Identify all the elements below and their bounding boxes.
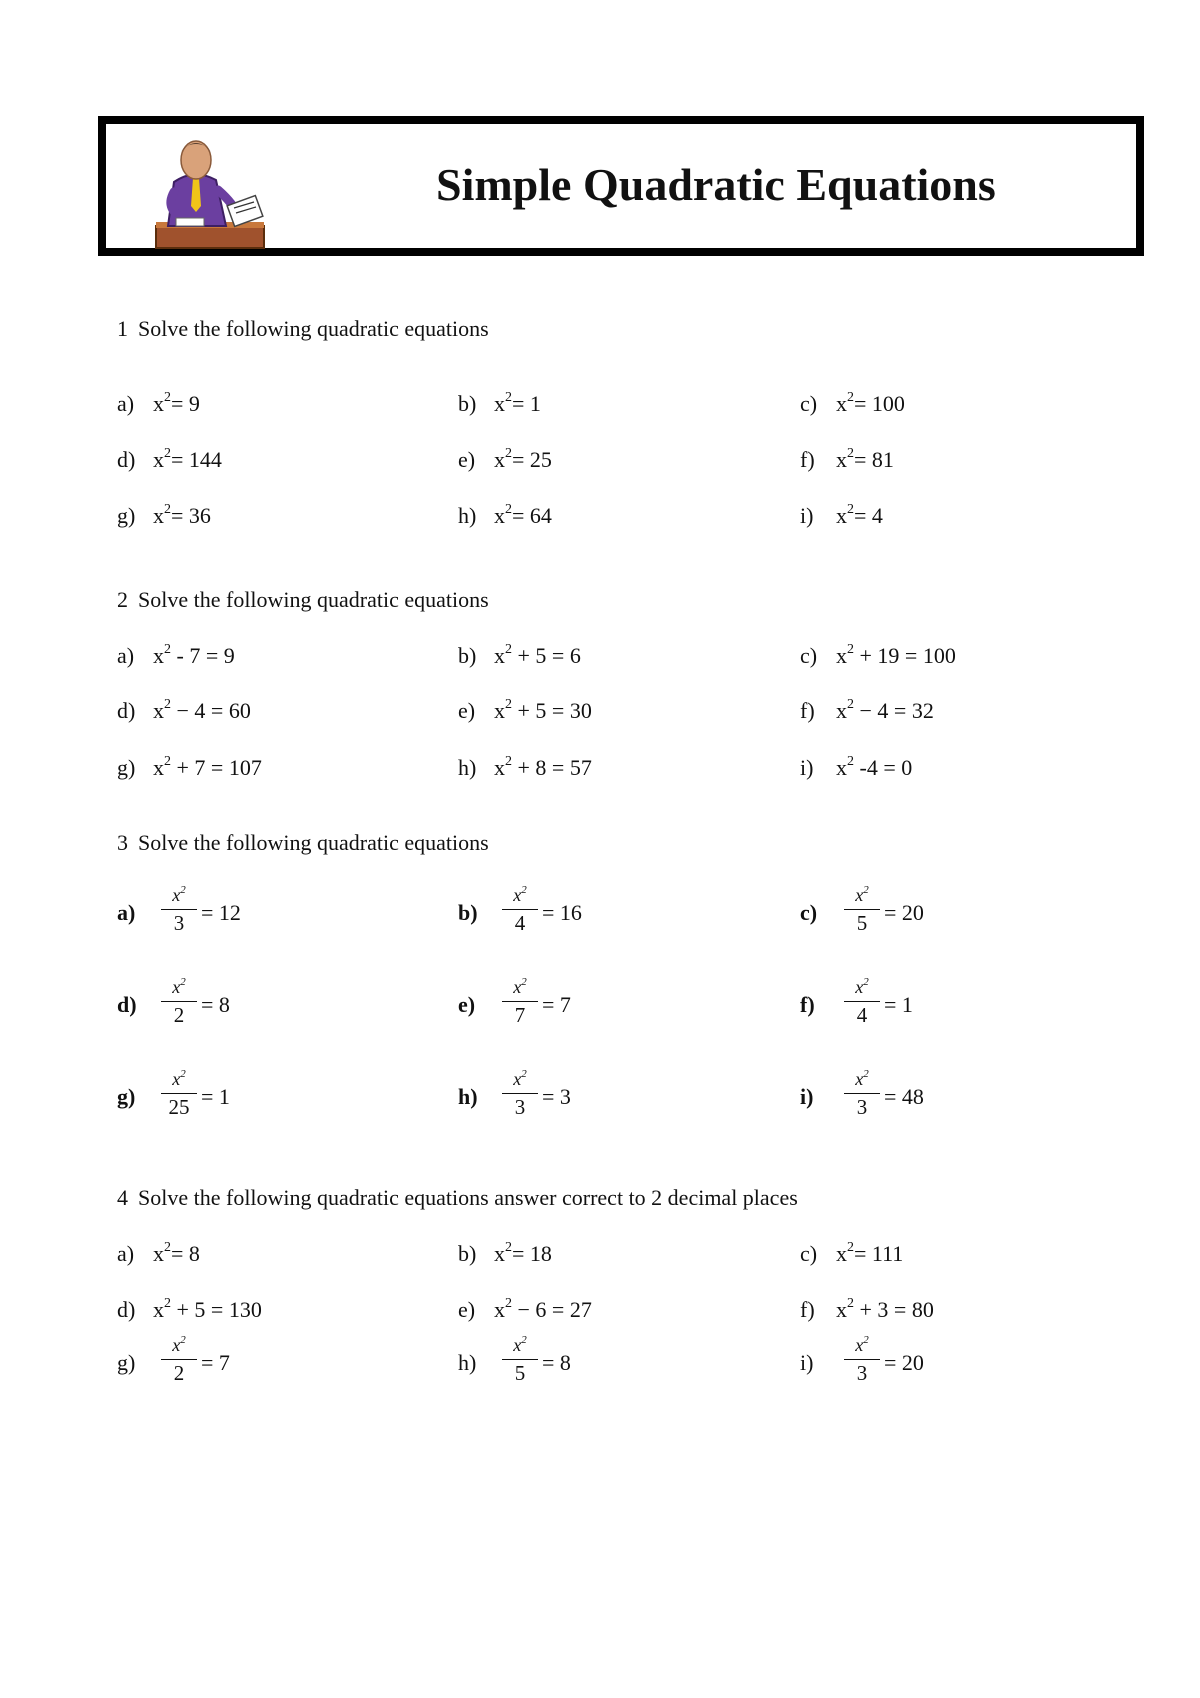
fraction-numerator xyxy=(844,970,880,999)
exponent: 2 xyxy=(521,1334,527,1346)
equation xyxy=(836,754,912,781)
exponent: 2 xyxy=(847,446,854,461)
fraction-denominator: 3 xyxy=(856,1095,868,1119)
fraction-denominator: 4 xyxy=(514,911,526,935)
fraction-denominator: 7 xyxy=(514,1003,526,1027)
exponent: 2 xyxy=(863,1334,869,1346)
fraction-denominator: 5 xyxy=(856,911,868,935)
fraction-equation-item xyxy=(117,878,317,948)
equation-item xyxy=(117,1240,200,1280)
equation xyxy=(494,642,581,669)
equation-rhs: − 6 = 27 xyxy=(512,1297,592,1322)
variable: x xyxy=(172,1335,181,1355)
variable: x xyxy=(836,643,847,668)
exponent: 2 xyxy=(847,754,854,769)
item-label: i) xyxy=(800,1084,814,1109)
item-label: d) xyxy=(117,698,136,723)
equation-rhs: + 5 = 130 xyxy=(171,1297,262,1322)
question-4-heading: 4 Solve the following quadratic equations answer correct to 2 decimal places xyxy=(117,1185,798,1210)
fraction-equation-item xyxy=(458,970,658,1040)
equation-rhs: = 20 xyxy=(884,900,924,925)
equation-item xyxy=(800,697,934,737)
item-label: b) xyxy=(458,900,478,925)
variable: x xyxy=(153,503,164,528)
fraction-equation-item xyxy=(800,970,1000,1040)
fraction-equation-item xyxy=(117,970,317,1040)
variable: x xyxy=(513,1069,522,1089)
equation xyxy=(153,1240,200,1267)
equation-item xyxy=(458,502,552,542)
item-label: g) xyxy=(117,503,136,528)
fraction-numerator xyxy=(502,878,538,907)
equation-rhs: = 18 xyxy=(512,1241,552,1266)
equation-rhs: - 7 = 9 xyxy=(171,643,235,668)
exponent: 2 xyxy=(164,390,171,405)
item-label: f) xyxy=(800,698,815,723)
exponent: 2 xyxy=(863,976,869,988)
item-label: a) xyxy=(117,1241,135,1266)
equation-rhs: = 48 xyxy=(884,1084,924,1109)
equation-rhs: = 144 xyxy=(171,447,222,472)
exponent: 2 xyxy=(505,754,512,769)
item-label: f) xyxy=(800,992,815,1017)
fraction-bar xyxy=(844,909,880,910)
exponent: 2 xyxy=(164,642,171,657)
equation-rhs: + 5 = 30 xyxy=(512,698,592,723)
exponent: 2 xyxy=(505,642,512,657)
question-3-heading: 3 Solve the following quadratic equations xyxy=(117,830,489,855)
fraction xyxy=(502,1062,538,1118)
fraction-bar xyxy=(161,1093,197,1094)
variable: x xyxy=(494,1241,505,1266)
variable: x xyxy=(172,1069,181,1089)
equation-rhs: = 7 xyxy=(201,1350,230,1375)
variable: x xyxy=(153,391,164,416)
equation-item xyxy=(800,642,956,682)
exponent: 2 xyxy=(180,1334,186,1346)
variable: x xyxy=(494,643,505,668)
equation-rhs: = 1 xyxy=(201,1084,230,1109)
equation xyxy=(494,1296,592,1323)
item-label: b) xyxy=(458,391,477,416)
item-label: h) xyxy=(458,503,477,528)
variable: x xyxy=(494,698,505,723)
variable: x xyxy=(153,447,164,472)
fraction-bar xyxy=(844,1001,880,1002)
item-label: i) xyxy=(800,1350,814,1375)
variable: x xyxy=(494,447,505,472)
variable: x xyxy=(172,977,181,997)
equation-rhs: = 8 xyxy=(171,1241,200,1266)
fraction xyxy=(502,1328,538,1384)
equation-rhs: = 100 xyxy=(854,391,905,416)
variable: x xyxy=(836,1241,847,1266)
equation-item xyxy=(800,446,894,486)
fraction-bar xyxy=(161,1001,197,1002)
teacher-at-desk-icon xyxy=(146,130,266,250)
item-label: c) xyxy=(800,900,818,925)
variable: x xyxy=(153,643,164,668)
equation xyxy=(494,1240,552,1267)
exponent: 2 xyxy=(521,884,527,896)
equation xyxy=(494,446,552,473)
fraction-numerator xyxy=(161,878,197,907)
equation-item xyxy=(458,754,592,794)
item-label: i) xyxy=(800,503,814,528)
exponent: 2 xyxy=(180,884,186,896)
equation-rhs: + 7 = 107 xyxy=(171,755,262,780)
exponent: 2 xyxy=(164,697,171,712)
fraction xyxy=(161,970,197,1026)
fraction-bar xyxy=(161,1359,197,1360)
exponent: 2 xyxy=(180,1068,186,1080)
item-label: h) xyxy=(458,1084,478,1109)
equation xyxy=(836,390,905,417)
equation-item xyxy=(800,1240,903,1280)
exponent: 2 xyxy=(847,642,854,657)
fraction-denominator: 2 xyxy=(173,1003,185,1027)
equation-item xyxy=(117,697,251,737)
equation-item xyxy=(458,642,581,682)
exponent: 2 xyxy=(847,1240,854,1255)
fraction-numerator xyxy=(502,970,538,999)
equation-rhs: + 8 = 57 xyxy=(512,755,592,780)
equation-item xyxy=(800,390,905,430)
equation-rhs: -4 = 0 xyxy=(854,755,913,780)
item-label: d) xyxy=(117,447,136,472)
fraction-equation-item xyxy=(800,1328,1000,1398)
fraction-equation-item xyxy=(117,1328,317,1398)
fraction xyxy=(844,878,880,934)
exponent: 2 xyxy=(847,390,854,405)
item-label: e) xyxy=(458,698,476,723)
exponent: 2 xyxy=(164,1240,171,1255)
item-label: b) xyxy=(458,643,477,668)
fraction-equation-item xyxy=(800,1062,1000,1132)
fraction-equation-item xyxy=(458,1062,658,1132)
equation xyxy=(153,642,235,669)
fraction-numerator xyxy=(844,878,880,907)
item-label: c) xyxy=(800,643,818,668)
item-label: c) xyxy=(800,391,818,416)
exponent: 2 xyxy=(164,502,171,517)
equation-rhs: = 64 xyxy=(512,503,552,528)
equation xyxy=(836,697,934,724)
variable: x xyxy=(836,391,847,416)
item-label: a) xyxy=(117,643,135,668)
fraction-bar xyxy=(502,1001,538,1002)
item-label: a) xyxy=(117,900,136,925)
equation xyxy=(836,642,956,669)
fraction-numerator xyxy=(502,1328,538,1357)
fraction xyxy=(844,970,880,1026)
fraction-denominator: 5 xyxy=(514,1361,526,1385)
variable: x xyxy=(494,503,505,528)
page-title: Simple Quadratic Equations xyxy=(436,159,996,210)
variable: x xyxy=(153,1241,164,1266)
equation-rhs: − 4 = 60 xyxy=(171,698,251,723)
exponent: 2 xyxy=(164,446,171,461)
variable: x xyxy=(836,755,847,780)
fraction-equation-item xyxy=(800,878,1000,948)
fraction xyxy=(502,878,538,934)
equation-item xyxy=(458,1240,552,1280)
exponent: 2 xyxy=(164,754,171,769)
fraction-denominator: 25 xyxy=(168,1095,190,1119)
variable: x xyxy=(836,447,847,472)
equation-rhs: = 8 xyxy=(201,992,230,1017)
item-label: f) xyxy=(800,1297,815,1322)
variable: x xyxy=(836,503,847,528)
fraction-numerator xyxy=(161,970,197,999)
fraction-bar xyxy=(844,1093,880,1094)
fraction-bar xyxy=(502,1359,538,1360)
equation xyxy=(153,1296,262,1323)
exponent: 2 xyxy=(180,976,186,988)
fraction-denominator: 3 xyxy=(856,1361,868,1385)
equation-rhs: = 16 xyxy=(542,900,582,925)
equation-item xyxy=(800,502,883,542)
title-banner xyxy=(98,116,1144,256)
equation xyxy=(836,1296,934,1323)
fraction-equation-item xyxy=(117,1062,317,1132)
equation xyxy=(494,754,592,781)
equation xyxy=(836,1240,903,1267)
item-label: g) xyxy=(117,755,136,780)
fraction-denominator: 2 xyxy=(173,1361,185,1385)
fraction-bar xyxy=(502,909,538,910)
fraction-numerator xyxy=(161,1328,197,1357)
equation-rhs: = 1 xyxy=(884,992,913,1017)
question-1-heading: 1 Solve the following quadratic equations xyxy=(117,316,489,341)
fraction xyxy=(502,970,538,1026)
item-label: c) xyxy=(800,1241,818,1266)
variable: x xyxy=(494,755,505,780)
equation-rhs: = 36 xyxy=(171,503,211,528)
equation-rhs: = 20 xyxy=(884,1350,924,1375)
equation-rhs: + 19 = 100 xyxy=(854,643,956,668)
equation-rhs: = 1 xyxy=(512,391,541,416)
exponent: 2 xyxy=(863,1068,869,1080)
equation-rhs: = 81 xyxy=(854,447,894,472)
equation xyxy=(153,390,200,417)
variable: x xyxy=(513,1335,522,1355)
item-label: g) xyxy=(117,1084,136,1109)
exponent: 2 xyxy=(505,697,512,712)
variable: x xyxy=(513,977,522,997)
equation-rhs: = 111 xyxy=(854,1241,904,1266)
equation-item xyxy=(117,754,262,794)
fraction xyxy=(844,1062,880,1118)
equation-rhs: = 8 xyxy=(542,1350,571,1375)
exponent: 2 xyxy=(863,884,869,896)
exponent: 2 xyxy=(505,502,512,517)
item-label: h) xyxy=(458,1350,477,1375)
exponent: 2 xyxy=(505,1296,512,1311)
equation-rhs: − 4 = 32 xyxy=(854,698,934,723)
equation-item xyxy=(800,754,912,794)
equation-item xyxy=(458,446,552,486)
fraction xyxy=(161,1062,197,1118)
item-label: d) xyxy=(117,992,137,1017)
item-label: g) xyxy=(117,1350,136,1375)
equation-rhs: = 4 xyxy=(854,503,883,528)
exponent: 2 xyxy=(521,976,527,988)
variable: x xyxy=(494,391,505,416)
equation-item xyxy=(117,446,222,486)
exponent: 2 xyxy=(847,1296,854,1311)
equation-rhs: = 12 xyxy=(201,900,241,925)
item-label: b) xyxy=(458,1241,477,1266)
equation xyxy=(836,502,883,529)
equation xyxy=(153,754,262,781)
variable: x xyxy=(153,755,164,780)
equation-rhs: = 9 xyxy=(171,391,200,416)
item-label: a) xyxy=(117,391,135,416)
fraction-numerator xyxy=(161,1062,197,1091)
fraction-bar xyxy=(502,1093,538,1094)
fraction xyxy=(844,1328,880,1384)
equation xyxy=(494,390,541,417)
equation xyxy=(153,502,211,529)
variable: x xyxy=(494,1297,505,1322)
variable: x xyxy=(855,1335,864,1355)
fraction-denominator: 3 xyxy=(173,911,185,935)
fraction-numerator xyxy=(502,1062,538,1091)
fraction-numerator xyxy=(844,1062,880,1091)
equation xyxy=(153,697,251,724)
item-label: i) xyxy=(800,755,814,780)
variable: x xyxy=(836,1297,847,1322)
variable: x xyxy=(855,1069,864,1089)
exponent: 2 xyxy=(505,390,512,405)
item-label: e) xyxy=(458,1297,476,1322)
equation-item xyxy=(458,390,541,430)
equation-rhs: + 5 = 6 xyxy=(512,643,581,668)
question-2-heading: 2 Solve the following quadratic equations xyxy=(117,587,489,612)
exponent: 2 xyxy=(847,697,854,712)
variable: x xyxy=(836,698,847,723)
equation-rhs: = 25 xyxy=(512,447,552,472)
fraction-denominator: 4 xyxy=(856,1003,868,1027)
variable: x xyxy=(855,885,864,905)
exponent: 2 xyxy=(521,1068,527,1080)
item-label: e) xyxy=(458,447,476,472)
equation xyxy=(494,697,592,724)
variable: x xyxy=(153,698,164,723)
equation-rhs: = 3 xyxy=(542,1084,571,1109)
item-label: d) xyxy=(117,1297,136,1322)
fraction-bar xyxy=(161,909,197,910)
equation-rhs: + 3 = 80 xyxy=(854,1297,934,1322)
equation xyxy=(494,502,552,529)
variable: x xyxy=(855,977,864,997)
exponent: 2 xyxy=(505,446,512,461)
fraction-bar xyxy=(844,1359,880,1360)
fraction-numerator xyxy=(844,1328,880,1357)
item-label: f) xyxy=(800,447,815,472)
item-label: h) xyxy=(458,755,477,780)
variable: x xyxy=(153,1297,164,1322)
equation-item xyxy=(117,390,200,430)
fraction xyxy=(161,1328,197,1384)
fraction xyxy=(161,878,197,934)
exponent: 2 xyxy=(505,1240,512,1255)
fraction-equation-item xyxy=(458,1328,658,1398)
item-label: e) xyxy=(458,992,476,1017)
variable: x xyxy=(172,885,181,905)
equation-item xyxy=(117,642,235,682)
equation xyxy=(836,446,894,473)
variable: x xyxy=(513,885,522,905)
fraction-denominator: 3 xyxy=(514,1095,526,1119)
equation xyxy=(153,446,222,473)
fraction-equation-item xyxy=(458,878,658,948)
equation-item xyxy=(458,697,592,737)
exponent: 2 xyxy=(164,1296,171,1311)
equation-rhs: = 7 xyxy=(542,992,571,1017)
exponent: 2 xyxy=(847,502,854,517)
equation-item xyxy=(117,502,211,542)
